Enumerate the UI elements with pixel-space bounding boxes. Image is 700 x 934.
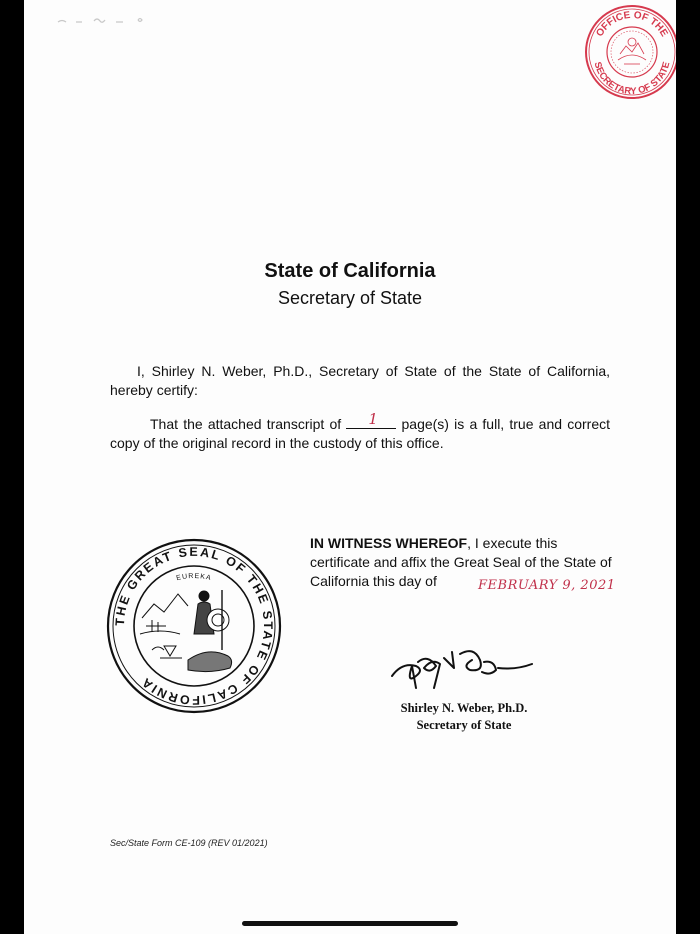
signer-block <box>384 700 544 734</box>
page-count-blank <box>346 410 396 429</box>
signature <box>388 636 548 696</box>
document-header <box>24 258 676 310</box>
corner-scribble <box>54 10 164 30</box>
page-count-handwritten: 1 <box>368 410 378 428</box>
signer-name: Shirley N. Weber, Ph.D. <box>400 701 528 715</box>
seal-ring-text: THE GREAT SEAL OF THE STATE OF CALIFORNIA <box>112 544 276 708</box>
seal-scene <box>140 590 232 672</box>
document-subtitle: Secretary of State <box>277 288 423 308</box>
document-title: State of California <box>264 260 436 282</box>
witness-text: , I execute this certificate and affix the Great Seal of the State of California this day of <box>310 535 612 589</box>
document-page <box>24 0 676 934</box>
secretary-of-state-stamp <box>584 4 676 100</box>
svg-text:EUREKA <box>176 573 213 582</box>
stamp-top-text: OFFICE OF THE <box>594 9 670 39</box>
certify-paragraph: I, Shirley N. Weber, Ph.D., Secretary of State of the State of California, hereby certify: <box>110 363 610 398</box>
svg-text:THE GREAT SEAL OF THE STATE OF <box>113 545 275 707</box>
handwritten-date: FEBRUARY 9, 2021 <box>478 578 616 593</box>
witness-lead: IN WITNESS WHEREOF <box>310 535 468 551</box>
svg-text:SECRETARY OF STATE <box>592 61 673 97</box>
signer-title: Secretary of State <box>416 718 512 732</box>
stamp-bottom-text: SECRETARY OF STATE <box>591 60 673 98</box>
home-indicator[interactable] <box>242 921 458 926</box>
great-seal-of-california <box>106 538 282 714</box>
transcript-paragraph <box>110 410 610 453</box>
form-identifier: Sec/State Form CE-109 (REV 01/2021) <box>110 838 268 848</box>
transcript-text-before: That the attached transcript of <box>150 416 347 432</box>
seal-motto: EUREKA <box>175 572 213 583</box>
transcript-text-after: page(s) is a full, true and correct copy of the original record in the custody of this office. <box>110 416 610 451</box>
